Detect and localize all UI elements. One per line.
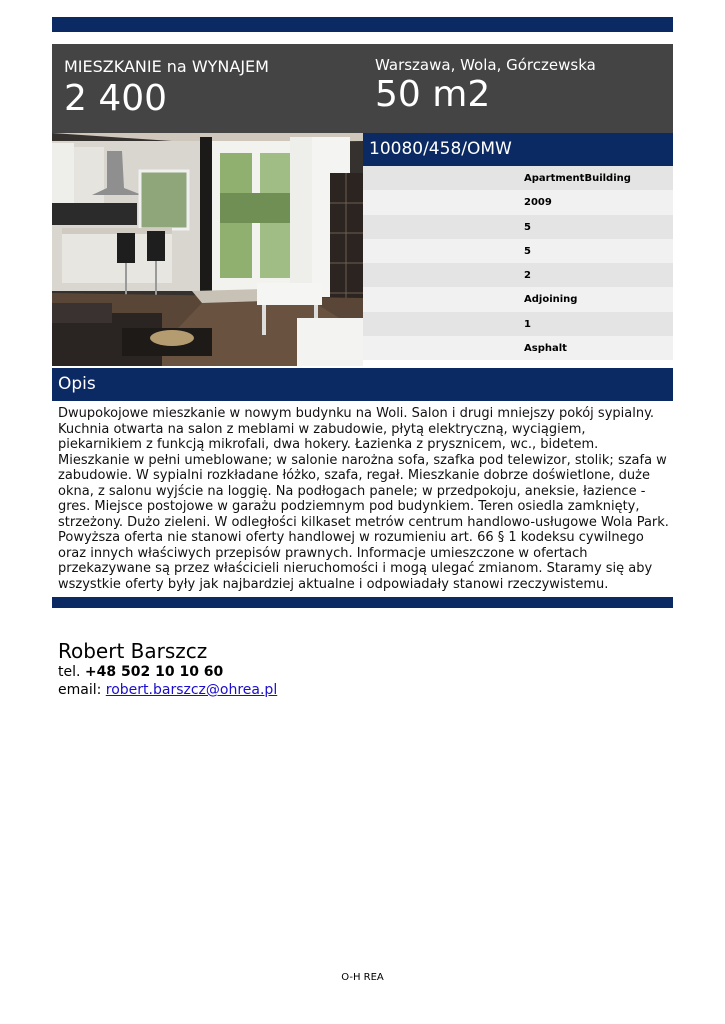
property-row [363,336,673,360]
agent-email-line [58,681,277,699]
property-value: Asphalt [524,342,567,354]
property-row [363,215,673,239]
description-heading: Opis [52,368,673,401]
description-paragraph: Dwupokojowe mieszkanie w nowym budynku na Woli. Salon i drugi mniejszy pokój sypialny. Kuchnia otwarta na salon z meblami w zabudowie, płytą elektryczną, wyciągiem, piekarnikiem z funkcją mikrofali, dwa hokery. Łazienka z prysznicem, wc., bidetem. Mieszkanie w pełni umeblowane; w salonie narożna sofa, szafka pod telewizor, stolik; szafa w zabudowie. W sypialni rozkładane łóżko, szafa, regał. Mieszkanie dobrze doświetlone, duże okna, z salonu wyjście na loggię. Na podłogach panele; w przedpokoju, aneksie, łazience - gres. Miejsce postojowe w garażu podziemnym pod budynkiem. Teren osiedla zamknięty, strzeżony. Dużo zieleni. W odległości kilkaset metrów centrum handlowo-usługowe Wola Park. [58,406,669,530]
area: 50 m2 [375,74,491,115]
agent-phone-line [58,663,277,681]
top-decorative-bar [52,17,673,32]
apartment-photo [52,133,363,366]
reference-number: 10080/458/OMW [363,133,673,166]
agent-contact [58,639,277,699]
offer-type: MIESZKANIE na WYNAJEM [64,57,269,76]
listing-header [52,44,673,133]
price: 2 400 [64,78,168,119]
description-body [58,406,670,592]
footer-company: O-H REA [341,972,384,983]
header-right [375,56,596,115]
agent-name: Robert Barszcz [58,639,208,663]
property-row [363,239,673,263]
header-left [64,57,269,119]
apartment-photo-illustration [52,133,363,366]
agent-phone: +48 502 10 10 60 [84,664,224,680]
property-value: 5 [524,245,531,257]
agent-email-link[interactable]: robert.barszcz@ohrea.pl [105,682,278,698]
property-row [363,263,673,287]
property-value: ApartmentBuilding [524,173,631,184]
property-value: 2 [524,270,531,281]
property-value: 1 [524,318,531,330]
property-value: 2009 [524,197,552,209]
disclaimer-paragraph: Powyższa oferta nie stanowi oferty handlowej w rozumieniu art. 66 § 1 kodeksu cywilnego oraz innych właściwych przepisów prawnych. Informacje umieszczone w ofertach przekazywane są przez właścicieli nieruchomości i mogą ulegać zmianom. Staramy się aby wszystkie oferty były jak najbardziej aktualne i odpowiadały stanowi rzeczywistemu. [58,530,653,592]
location: Warszawa, Wola, Górczewska [375,56,596,74]
property-row [363,312,673,336]
property-value: Adjoining [524,294,578,306]
property-details-table [363,166,673,360]
email-label: email: [58,682,102,698]
bottom-decorative-bar [52,597,673,608]
property-row [363,287,673,311]
property-row [363,190,673,214]
property-value: 5 [524,221,531,233]
property-row [363,166,673,190]
phone-label: tel. [58,664,81,680]
